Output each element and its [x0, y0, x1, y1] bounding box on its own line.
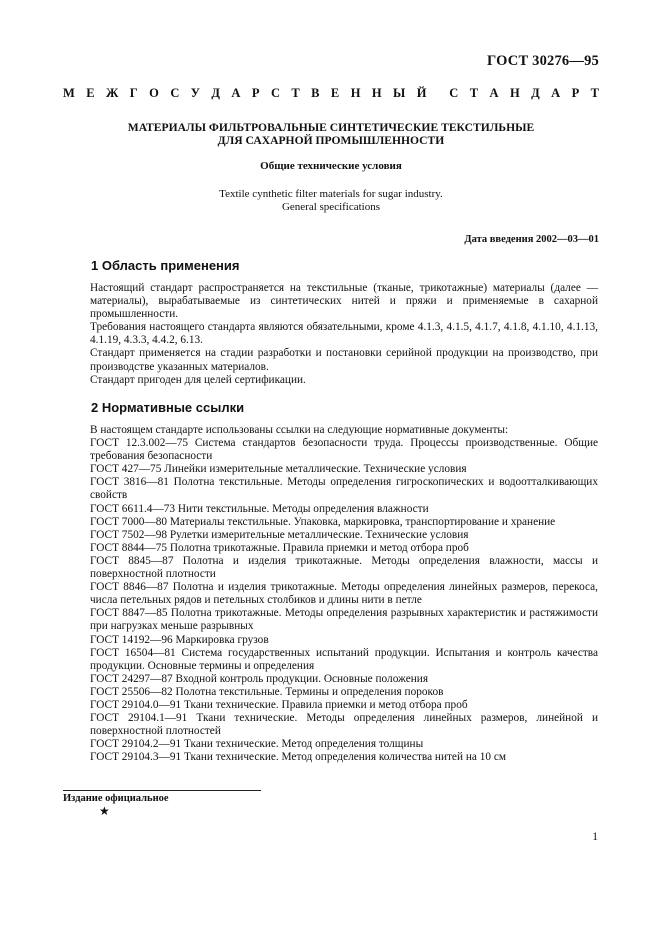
section1-paragraph: Стандарт пригоден для целей сертификации.	[90, 373, 306, 386]
title-en-line1: Textile cynthetic filter materials for sugar industry.	[219, 188, 443, 200]
standard-code: ГОСТ 30276—95	[487, 53, 599, 69]
banner-letter: У	[190, 86, 200, 100]
reference-item: ГОСТ 8844—75 Полотна трикотажные. Правила приемки и метод отбора проб	[90, 541, 469, 554]
title-en-line2: General specifications	[281, 200, 381, 213]
banner-letter: Г	[129, 86, 138, 100]
banner-letter: Т	[590, 86, 599, 100]
reference-item: ГОСТ 16504—81 Система государственных испытаний продукции. Испытания и контроль качества продукции. Основные термины и определения	[90, 646, 598, 672]
reference-item: ГОСТ 7000—80 Материалы текстильные. Упаковка, маркировка, транспортирование и хранение	[90, 515, 556, 528]
banner-letter: С	[449, 86, 459, 100]
reference-item: ГОСТ 24297—87 Входной контроль продукции. Основные положения	[90, 672, 429, 685]
reference-item: ГОСТ 25506—82 Полотна текстильные. Термины и определения пороков	[90, 685, 444, 698]
banner-letter: Е	[330, 86, 340, 100]
banner-letter: А	[231, 86, 241, 100]
banner-letter: Н	[350, 86, 361, 100]
banner-letter: Д	[531, 86, 540, 100]
official-edition-label: Издание официальное	[63, 793, 169, 804]
section2-heading: 2 Нормативные ссылки	[91, 400, 245, 415]
reference-item: ГОСТ 29104.2—91 Ткани технические. Метод определения толщины	[90, 738, 424, 751]
banner-letter: Ж	[106, 86, 119, 100]
subtitle-ru: Общие технические условия	[260, 160, 402, 172]
section2-intro: В настоящем стандарте использованы ссылки на следующие нормативные документы:	[90, 424, 509, 436]
reference-item: ГОСТ 8845—87 Полотна и изделия трикотажные. Методы определения влажности, массы и поверхностной плотности	[90, 554, 598, 581]
banner-letter: О	[149, 86, 159, 100]
title-ru-line2: ДЛЯ САХАРНОЙ ПРОМЫШЛЕННОСТИ	[217, 134, 445, 147]
footer-divider	[63, 790, 261, 791]
title-ru-line1: МАТЕРИАЛЫ ФИЛЬТРОВАЛЬНЫЕ СИНТЕТИЧЕСКИЕ ТЕКСТИЛЬНЫЕ	[127, 121, 535, 134]
banner-letter: А	[551, 86, 561, 100]
banner-letter: А	[489, 86, 499, 100]
section1-paragraph: Стандарт применяется на стадии разработки и постановки серийной продукции на производство, при производстве указанных материалов.	[90, 347, 598, 373]
reference-item: ГОСТ 12.3.002—75 Система стандартов безопасности труда. Процессы производственные. Общие требования безопасности	[90, 437, 598, 463]
introduction-date: Дата введения 2002—03—01	[464, 234, 599, 245]
banner-letter: Й	[416, 86, 427, 100]
section1-heading: 1 Область применения	[91, 258, 240, 273]
star-icon: ★	[99, 804, 110, 818]
banner-letter: Е	[86, 86, 95, 100]
section1-paragraph: Настоящий стандарт распространяется на текстильные (тканые, трикотажные) материалы (далее — материалы), вырабатываемые из синтетических нитей и пряжи и применяемые в сахарной промышленности.	[90, 282, 598, 321]
section1-paragraph: Требования настоящего стандарта являются обязательными, кроме 4.1.3, 4.1.5, 4.1.7, 4.1.8, 4.1.10, 4.1.13, 4.1.19, 4.3.3, 4.4.2, 6.13.	[90, 321, 598, 347]
banner-letter: С	[270, 86, 280, 100]
reference-item: ГОСТ 29104.1—91 Ткани технические. Методы определения линейных размеров, линейной и поверхностной плотностей	[90, 712, 598, 738]
banner-letter: Т	[469, 86, 479, 100]
reference-item: ГОСТ 29104.3—91 Ткани технические. Метод определения количества нитей на 10 см	[90, 751, 506, 764]
banner-letter: Р	[571, 86, 580, 100]
reference-item: ГОСТ 8846—87 Полотна и изделия трикотажные. Методы определения линейных размеров, перекоса, числа петельных рядов и петельных столбиков и длины нити в петле	[90, 581, 598, 607]
banner-letter: В	[311, 86, 320, 100]
banner-letter: Р	[251, 86, 260, 100]
reference-item: ГОСТ 14192—96 Маркировка грузов	[90, 633, 269, 646]
reference-item: ГОСТ 6611.4—73 Нити текстильные. Методы определения влажности	[90, 502, 429, 515]
banner-letter: Ы	[393, 86, 406, 100]
banner-letter: С	[170, 86, 180, 100]
title-block	[63, 121, 599, 213]
banner-letter: Д	[211, 86, 220, 100]
banner-letter: Т	[291, 86, 300, 100]
reference-item: ГОСТ 427—75 Линейки измерительные металлические. Технические условия	[90, 463, 467, 476]
banner-letter: Н	[509, 86, 520, 100]
banner-letter: Н	[371, 86, 382, 100]
reference-item: ГОСТ 3816—81 Полотна текстильные. Методы определения гигроскопических и водоотталкивающих свойств	[90, 476, 598, 502]
banner-letter: М	[63, 86, 75, 100]
page-number: 1	[592, 831, 598, 843]
reference-item: ГОСТ 8847—85 Полотна трикотажные. Методы определения разрывных характеристик и растяжимости при нагрузках меньше разрывных	[90, 607, 598, 633]
interstate-standard-banner	[63, 86, 599, 101]
reference-item: ГОСТ 29104.0—91 Ткани технические. Правила приемки и метод отбора проб	[90, 698, 468, 711]
section2-body	[90, 424, 598, 764]
section1-body	[90, 282, 598, 387]
reference-item: ГОСТ 7502—98 Рулетки измерительные металлические. Технические условия	[90, 528, 469, 541]
